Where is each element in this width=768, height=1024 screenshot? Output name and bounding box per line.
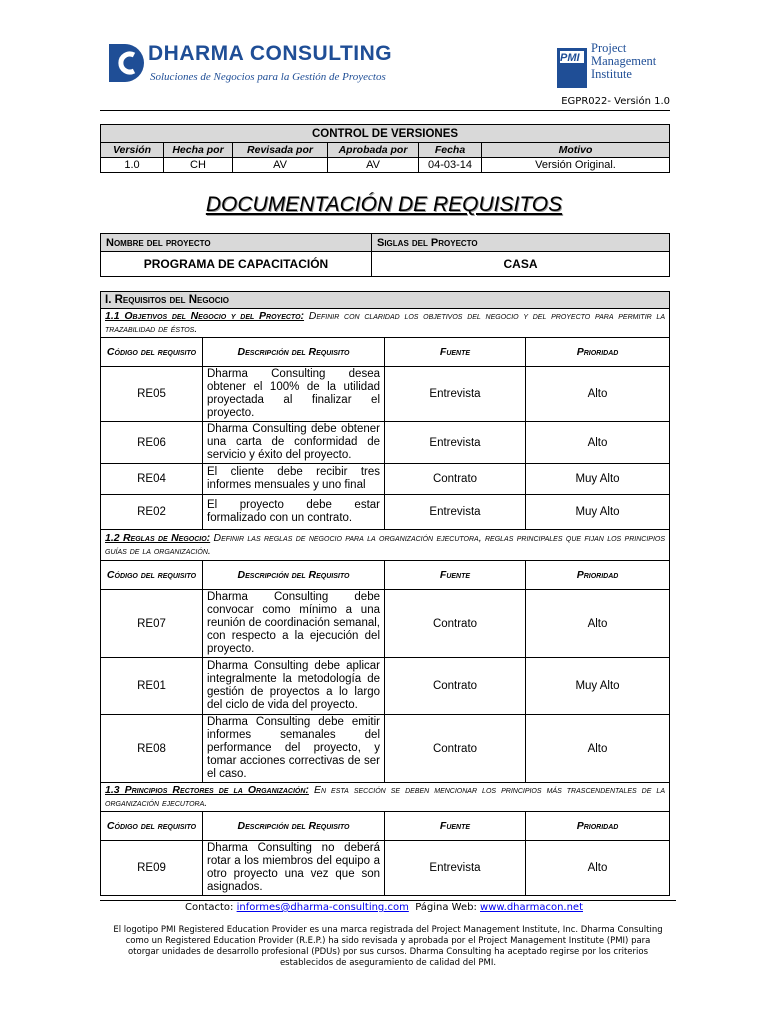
group-heading (101, 530, 670, 561)
dharma-logo-icon (107, 42, 147, 84)
col-code: Código del requisito (101, 812, 203, 841)
col-approved-by: Aprobada por (328, 143, 419, 158)
req-priority: Alto (526, 715, 670, 783)
col-description: Descripción del Requisito (203, 338, 385, 367)
col-code: Código del requisito (101, 561, 203, 590)
group-heading (101, 309, 670, 338)
email-link[interactable]: informes@dharma-consulting.com (236, 902, 409, 913)
project-table (100, 233, 670, 277)
req-description: El proyecto debe estar formalizado con un contrato. (203, 495, 385, 530)
contact-label: Contacto: (185, 902, 234, 913)
col-priority: Prioridad (526, 812, 670, 841)
req-source: Entrevista (385, 367, 526, 422)
group-title: 1.2 Reglas de Negocio: (105, 532, 211, 544)
req-code: RE04 (101, 464, 203, 495)
table-row (101, 158, 670, 173)
col-description: Descripción del Requisito (203, 812, 385, 841)
document-code: EGPR022- Versión 1.0 (561, 96, 670, 107)
group-title: 1.1 Objetivos del Negocio y del Proyecto: (105, 310, 305, 322)
col-reviewed-by: Revisada por (233, 143, 328, 158)
req-priority: Alto (526, 367, 670, 422)
web-label: Página Web: (415, 902, 477, 913)
section-title: I. Requisitos del Negocio (101, 292, 670, 309)
req-source: Contrato (385, 715, 526, 783)
req-priority: Alto (526, 841, 670, 896)
req-code: RE06 (101, 422, 203, 464)
cell-made-by: CH (164, 158, 233, 173)
table-row (101, 495, 670, 530)
col-code: Código del requisito (101, 338, 203, 367)
req-priority: Muy Alto (526, 495, 670, 530)
cell-approved-by: AV (328, 158, 419, 173)
document-title: DOCUMENTACIÓN DE REQUISITOS (205, 193, 563, 216)
table-row (101, 841, 670, 896)
req-description: Dharma Consulting no deberá rotar a los miembros del equipo a otro proyecto una vez que son asignados. (203, 841, 385, 896)
req-priority: Muy Alto (526, 464, 670, 495)
col-version: Versión (101, 143, 164, 158)
version-table-title: CONTROL DE VERSIONES (101, 125, 670, 143)
req-source: Contrato (385, 658, 526, 715)
req-source: Contrato (385, 464, 526, 495)
pmi-line-1: Project (591, 41, 627, 55)
footer-note: El logotipo PMI Registered Education Provider es una marca registrada del Project Management Institute, Inc. Dharma Consulting como un Registered Education Provider (R.E.P.) ha sido revisada y aprobada por el Project Management Institute (PMI) para otorgar unidades de desarrollo profesional (PDUs) por sus cursos. Dharma Consulting ha aceptado regirse por los criterios establecidos de aseguramiento de calidad del PMI. (113, 925, 663, 968)
pmi-badge: PMI (560, 52, 580, 64)
footer-divider (100, 900, 676, 901)
group-text: En esta sección se deben mencionar los principios más trascendentales de la organización ejecutora. (105, 784, 665, 809)
group-title: 1.3 Principios Rectores de la Organización: (105, 784, 309, 796)
project-acronym-value: CASA (372, 252, 670, 277)
version-control-table (100, 124, 670, 173)
cell-reviewed-by: AV (233, 158, 328, 173)
req-description: Dharma Consulting debe obtener una carta de conformidad de servicio y éxito del proyecto. (203, 422, 385, 464)
project-name-label: Nombre del proyecto (101, 234, 372, 252)
company-name: DHARMA CONSULTING (148, 42, 393, 65)
req-description: Dharma Consulting debe convocar como mínimo a una reunión de coordinación semanal, con respecto a la ejecución del proyecto. (203, 590, 385, 658)
col-reason: Motivo (482, 143, 670, 158)
req-priority: Alto (526, 590, 670, 658)
website-link[interactable]: www.dharmacon.net (480, 902, 583, 913)
project-name-value: PROGRAMA DE CAPACITACIÓN (101, 252, 372, 277)
req-priority: Alto (526, 422, 670, 464)
req-source: Entrevista (385, 841, 526, 896)
req-code: RE02 (101, 495, 203, 530)
table-row (101, 464, 670, 495)
pmi-line-3: Institute (591, 67, 632, 81)
req-description: El cliente debe recibir tres informes mensuales y uno final (203, 464, 385, 495)
col-source: Fuente (385, 338, 526, 367)
cell-date: 04-03-14 (419, 158, 482, 173)
pmi-line-2: Management (591, 54, 657, 68)
table-row (101, 715, 670, 783)
req-description: Dharma Consulting debe aplicar integralmente la metodología de gestión de proyectos a lo largo del ciclo de vida del proyecto. (203, 658, 385, 715)
req-priority: Muy Alto (526, 658, 670, 715)
cell-reason: Versión Original. (482, 158, 670, 173)
group-text: Definir con claridad los objetivos del negocio y del proyecto para permitir la trazabilidad de éstos. (105, 310, 665, 335)
group-heading (101, 783, 670, 812)
req-description: Dharma Consulting desea obtener el 100% de la utilidad proyectada al finalizar el proyecto. (203, 367, 385, 422)
col-source: Fuente (385, 812, 526, 841)
req-code: RE07 (101, 590, 203, 658)
req-code: RE01 (101, 658, 203, 715)
cell-version: 1.0 (101, 158, 164, 173)
table-row (101, 658, 670, 715)
col-priority: Prioridad (526, 338, 670, 367)
col-made-by: Hecha por (164, 143, 233, 158)
company-tagline: Soluciones de Negocios para la Gestión de Proyectos (150, 71, 386, 83)
col-description: Descripción del Requisito (203, 561, 385, 590)
table-row (101, 590, 670, 658)
table-row (101, 422, 670, 464)
req-source: Entrevista (385, 495, 526, 530)
req-source: Contrato (385, 590, 526, 658)
col-date: Fecha (419, 143, 482, 158)
header-divider (100, 110, 670, 111)
requirements-table (100, 291, 670, 896)
group-text: Definir las reglas de negocio para la organización ejecutora, reglas principales que fijan los principios guías de la organización. (105, 532, 666, 557)
req-code: RE05 (101, 367, 203, 422)
req-code: RE08 (101, 715, 203, 783)
col-priority: Prioridad (526, 561, 670, 590)
req-source: Entrevista (385, 422, 526, 464)
project-acronym-label: Siglas del Proyecto (372, 234, 670, 252)
pmi-name (591, 42, 656, 81)
footer-contact (0, 902, 768, 913)
col-source: Fuente (385, 561, 526, 590)
req-code: RE09 (101, 841, 203, 896)
req-description: Dharma Consulting debe emitir informes semanales del performance del proyecto, y tomar acciones correctivas de ser el caso. (203, 715, 385, 783)
table-row (101, 367, 670, 422)
